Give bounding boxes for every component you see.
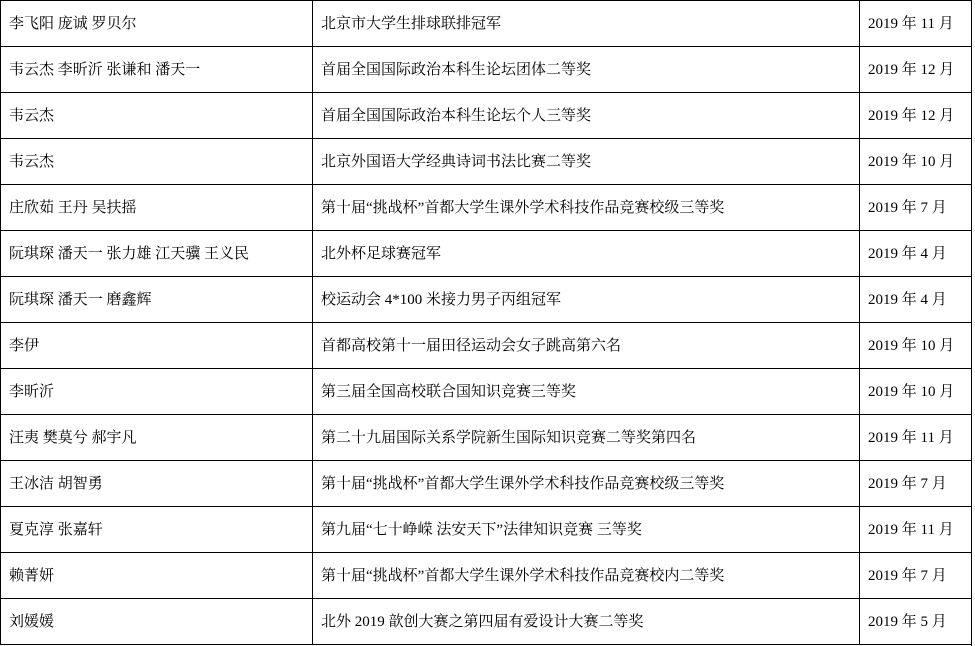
cell-names: 汪夷 樊莫兮 郝宇凡 [1,415,313,461]
cell-names: 阮琪琛 潘天一 磨鑫辉 [1,277,313,323]
table-row [1,93,975,139]
cell-names: 韦云杰 [1,93,313,139]
cell-date: 2019 年 7 月 [860,553,975,599]
cell-award: 第十届“挑战杯”首都大学生课外学术科技作品竞赛校级三等奖 [313,461,860,507]
page-right-edge [971,0,975,646]
table-row [1,553,975,599]
cell-names: 夏克淳 张嘉轩 [1,507,313,553]
cell-award: 第十届“挑战杯”首都大学生课外学术科技作品竞赛校级三等奖 [313,185,860,231]
cell-date: 2019 年 10 月 [860,139,975,185]
cell-award: 第二十九届国际关系学院新生国际知识竞赛二等奖第四名 [313,415,860,461]
cell-names: 李昕沂 [1,369,313,415]
award-table-body [1,1,975,645]
cell-award: 北外杯足球赛冠军 [313,231,860,277]
cell-date: 2019 年 11 月 [860,507,975,553]
cell-award: 首届全国国际政治本科生论坛个人三等奖 [313,93,860,139]
cell-date: 2019 年 7 月 [860,185,975,231]
cell-names: 王冰洁 胡智勇 [1,461,313,507]
table-row [1,185,975,231]
cell-award: 第九届“七十峥嵘 法安天下”法律知识竞赛 三等奖 [313,507,860,553]
cell-award: 北外 2019 歆创大赛之第四届有爱设计大赛二等奖 [313,599,860,645]
cell-date: 2019 年 11 月 [860,415,975,461]
cell-names: 李伊 [1,323,313,369]
cell-date: 2019 年 10 月 [860,369,975,415]
cell-award: 首都高校第十一届田径运动会女子跳高第六名 [313,323,860,369]
cell-names: 阮琪琛 潘天一 张力雄 江天骥 王义民 [1,231,313,277]
cell-names: 庄欣茹 王丹 吴扶摇 [1,185,313,231]
cell-date: 2019 年 4 月 [860,277,975,323]
cell-names: 李飞阳 庞诚 罗贝尔 [1,1,313,47]
table-row [1,323,975,369]
table-row [1,461,975,507]
cell-award: 北京外国语大学经典诗词书法比赛二等奖 [313,139,860,185]
cell-award: 第十届“挑战杯”首都大学生课外学术科技作品竞赛校内二等奖 [313,553,860,599]
cell-award: 北京市大学生排球联排冠军 [313,1,860,47]
cell-date: 2019 年 11 月 [860,1,975,47]
cell-award: 校运动会 4*100 米接力男子丙组冠军 [313,277,860,323]
table-row [1,369,975,415]
cell-names: 刘媛媛 [1,599,313,645]
cell-names: 赖菁妍 [1,553,313,599]
cell-date: 2019 年 7 月 [860,461,975,507]
table-row [1,599,975,645]
cell-award: 第三届全国高校联合国知识竞赛三等奖 [313,369,860,415]
cell-date: 2019 年 12 月 [860,93,975,139]
table-row [1,277,975,323]
table-row [1,507,975,553]
table-row [1,1,975,47]
cell-date: 2019 年 4 月 [860,231,975,277]
cell-date: 2019 年 10 月 [860,323,975,369]
table-row [1,415,975,461]
cell-award: 首届全国国际政治本科生论坛团体二等奖 [313,47,860,93]
table-row [1,47,975,93]
cell-date: 2019 年 5 月 [860,599,975,645]
cell-names: 韦云杰 [1,139,313,185]
cell-date: 2019 年 12 月 [860,47,975,93]
cell-names: 韦云杰 李昕沂 张谦和 潘天一 [1,47,313,93]
table-row [1,139,975,185]
table-row [1,231,975,277]
